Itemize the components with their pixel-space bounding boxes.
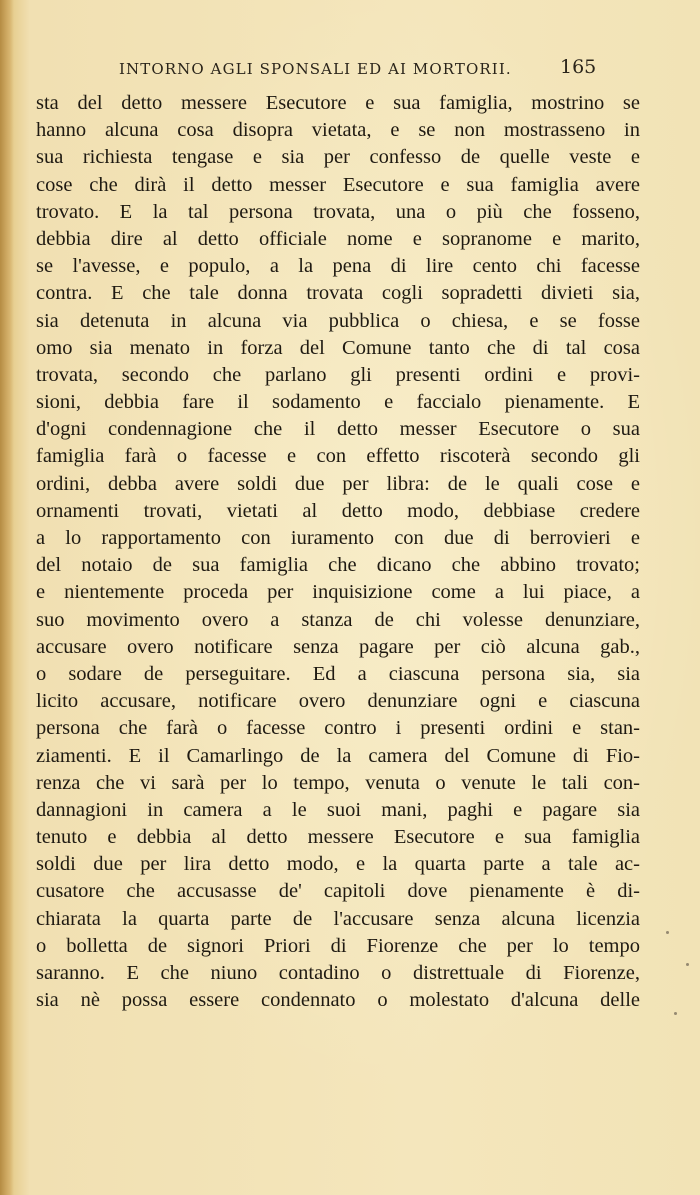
text-line: o bolletta de signori Priori di Fiorenze che per lo tempo bbox=[36, 934, 640, 957]
running-head bbox=[0, 52, 700, 92]
text-line: tenuto e debbia al detto messere Esecutore e sua famiglia bbox=[36, 826, 640, 849]
margin-speck bbox=[686, 963, 689, 966]
text-line: sia nè possa essere condennato o molestato d'alcuna delle bbox=[36, 989, 640, 1012]
text-line: chiarata la quarta parte de l'accusare senza alcuna licenzia bbox=[36, 907, 640, 930]
text-line: omo sia menato in forza del Comune tanto che di tal cosa bbox=[36, 336, 640, 359]
text-line: ordini, debba avere soldi due per libra: de le quali cose e bbox=[36, 472, 640, 495]
text-line: accusare overo notificare senza pagare per ciò alcuna gab., bbox=[36, 635, 640, 658]
text-line: e nientemente proceda per inquisizione come a lui piace, a bbox=[36, 581, 640, 604]
page-number: 165 bbox=[560, 56, 597, 78]
text-line: trovato. E la tal persona trovata, una o più che fosseno, bbox=[36, 200, 640, 223]
text-line: licito accusare, notificare overo denunziare ogni e ciascuna bbox=[36, 690, 640, 713]
text-line: cose che dirà il detto messer Esecutore e sua famiglia avere bbox=[36, 173, 640, 196]
text-line: contra. E che tale donna trovata cogli sopradetti divieti sia, bbox=[36, 282, 640, 305]
text-line: del notaio de sua famiglia che dicano che abbino trovato; bbox=[36, 554, 640, 577]
body-text bbox=[36, 90, 640, 1014]
text-line: hanno alcuna cosa disopra vietata, e se non mostrasseno in bbox=[36, 119, 640, 142]
text-line: cusatore che accusasse de' capitoli dove pienamente è di- bbox=[36, 880, 640, 903]
page-binding-edge bbox=[0, 0, 14, 1195]
text-line: persona che farà o facesse contro i presenti ordini e stan- bbox=[36, 717, 640, 740]
margin-speck bbox=[666, 931, 669, 934]
text-line: sioni, debbia fare il sodamento e faccialo pienamente. E bbox=[36, 391, 640, 414]
text-line: ornamenti trovati, vietati al detto modo, debbiase credere bbox=[36, 499, 640, 522]
text-line: sta del detto messere Esecutore e sua famiglia, mostrino se bbox=[36, 92, 640, 114]
running-title: INTORNO AGLI SPONSALI ED AI MORTORII. bbox=[119, 60, 512, 78]
text-line: d'ogni condennagione che il detto messer Esecutore o sua bbox=[36, 418, 640, 441]
text-line: debbia dire al detto officiale nome e sopranome e marito, bbox=[36, 227, 640, 250]
margin-speck bbox=[674, 1012, 677, 1015]
text-line: sua richiesta tengase e sia per confesso de quelle veste e bbox=[36, 146, 640, 169]
text-line: o sodare de perseguitare. Ed a ciascuna persona sia, sia bbox=[36, 662, 640, 685]
text-line: sia detenuta in alcuna via pubblica o chiesa, e se fosse bbox=[36, 309, 640, 332]
text-line: a lo rapportamento con iuramento con due di berrovieri e bbox=[36, 527, 640, 549]
text-line: renza che vi sarà per lo tempo, venuta o venute le tali con- bbox=[36, 771, 640, 794]
text-line: saranno. E che niuno contadino o distrettuale di Fiorenze, bbox=[36, 962, 640, 984]
text-line: soldi due per lira detto modo, e la quarta parte a tale ac- bbox=[36, 853, 640, 876]
text-line: dannagioni in camera a le suoi mani, paghi e pagare sia bbox=[36, 798, 640, 821]
text-line: se l'avesse, e populo, a la pena di lire cento chi facesse bbox=[36, 255, 640, 278]
text-line: trovata, secondo che parlano gli presenti ordini e provi- bbox=[36, 363, 640, 386]
text-line: suo movimento overo a stanza de chi volesse denunziare, bbox=[36, 608, 640, 631]
text-line: ziamenti. E il Camarlingo de la camera del Comune di Fio- bbox=[36, 744, 640, 767]
text-line: famiglia farà o facesse e con effetto riscoterà secondo gli bbox=[36, 445, 640, 468]
